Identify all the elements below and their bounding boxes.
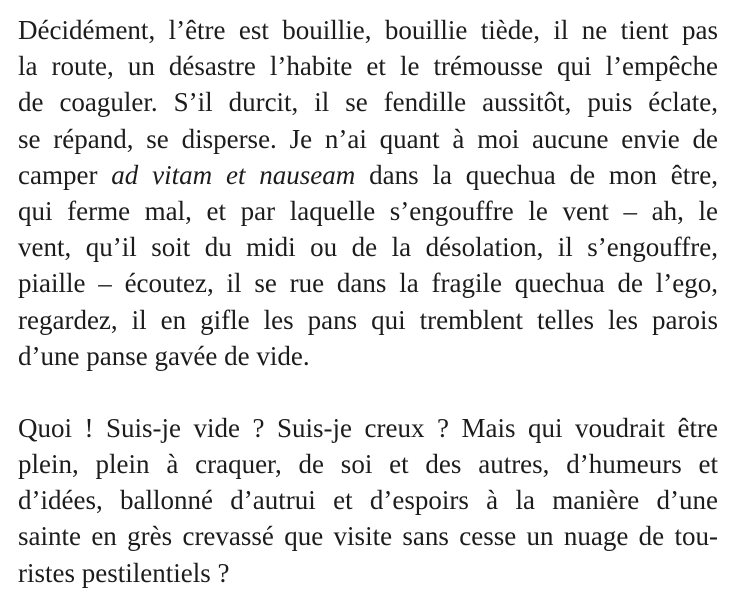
text-line: se répand, se disperse. Je n’ai quant à moi aucune envie de <box>18 123 718 154</box>
italic-phrase: ad vitam et nauseam <box>111 159 356 190</box>
text-line: sainte en grès crevassé que visite sans cesse un nuage de tou- <box>18 521 718 552</box>
text-run: camper <box>18 159 112 190</box>
text-line: regardez, il en gifle les pans qui tremblent telles les parois <box>18 304 718 335</box>
text-line: d’idées, ballonné d’autrui et d’espoirs à la manière d’une <box>18 485 718 516</box>
text-run: dans la quechua de mon être, <box>355 159 718 190</box>
text-line: qui ferme mal, et par laquelle s’engouffre le vent – ah, le <box>18 195 718 226</box>
text-line: Quoi ! Suis-je vide ? Suis-je creux ? Mais qui voudrait être <box>18 412 718 443</box>
text-page <box>18 12 718 591</box>
text-line-last: d’une panse gavée de vide. <box>18 340 310 371</box>
text-line: piaille – écoutez, il se rue dans la fragile quechua de l’ego, <box>18 268 718 299</box>
text-line: vent, qu’il soit du midi ou de la désolation, il s’engouffre, <box>18 232 718 263</box>
text-line-last: ristes pestilentiels ? <box>18 557 230 588</box>
text-line: de coaguler. S’il durcit, il se fendille aussitôt, puis éclate, <box>18 87 718 118</box>
text-line: Décidément, l’être est bouillie, bouillie tiède, il ne tient pas <box>18 15 718 45</box>
paragraph-2 <box>18 410 718 591</box>
paragraph-1 <box>18 12 718 374</box>
text-line-with-italic <box>18 157 718 193</box>
text-line: la route, un désastre l’habite et le trémousse qui l’empêche <box>18 51 718 82</box>
text-line: plein, plein à craquer, de soi et des autres, d’humeurs et <box>18 449 718 480</box>
